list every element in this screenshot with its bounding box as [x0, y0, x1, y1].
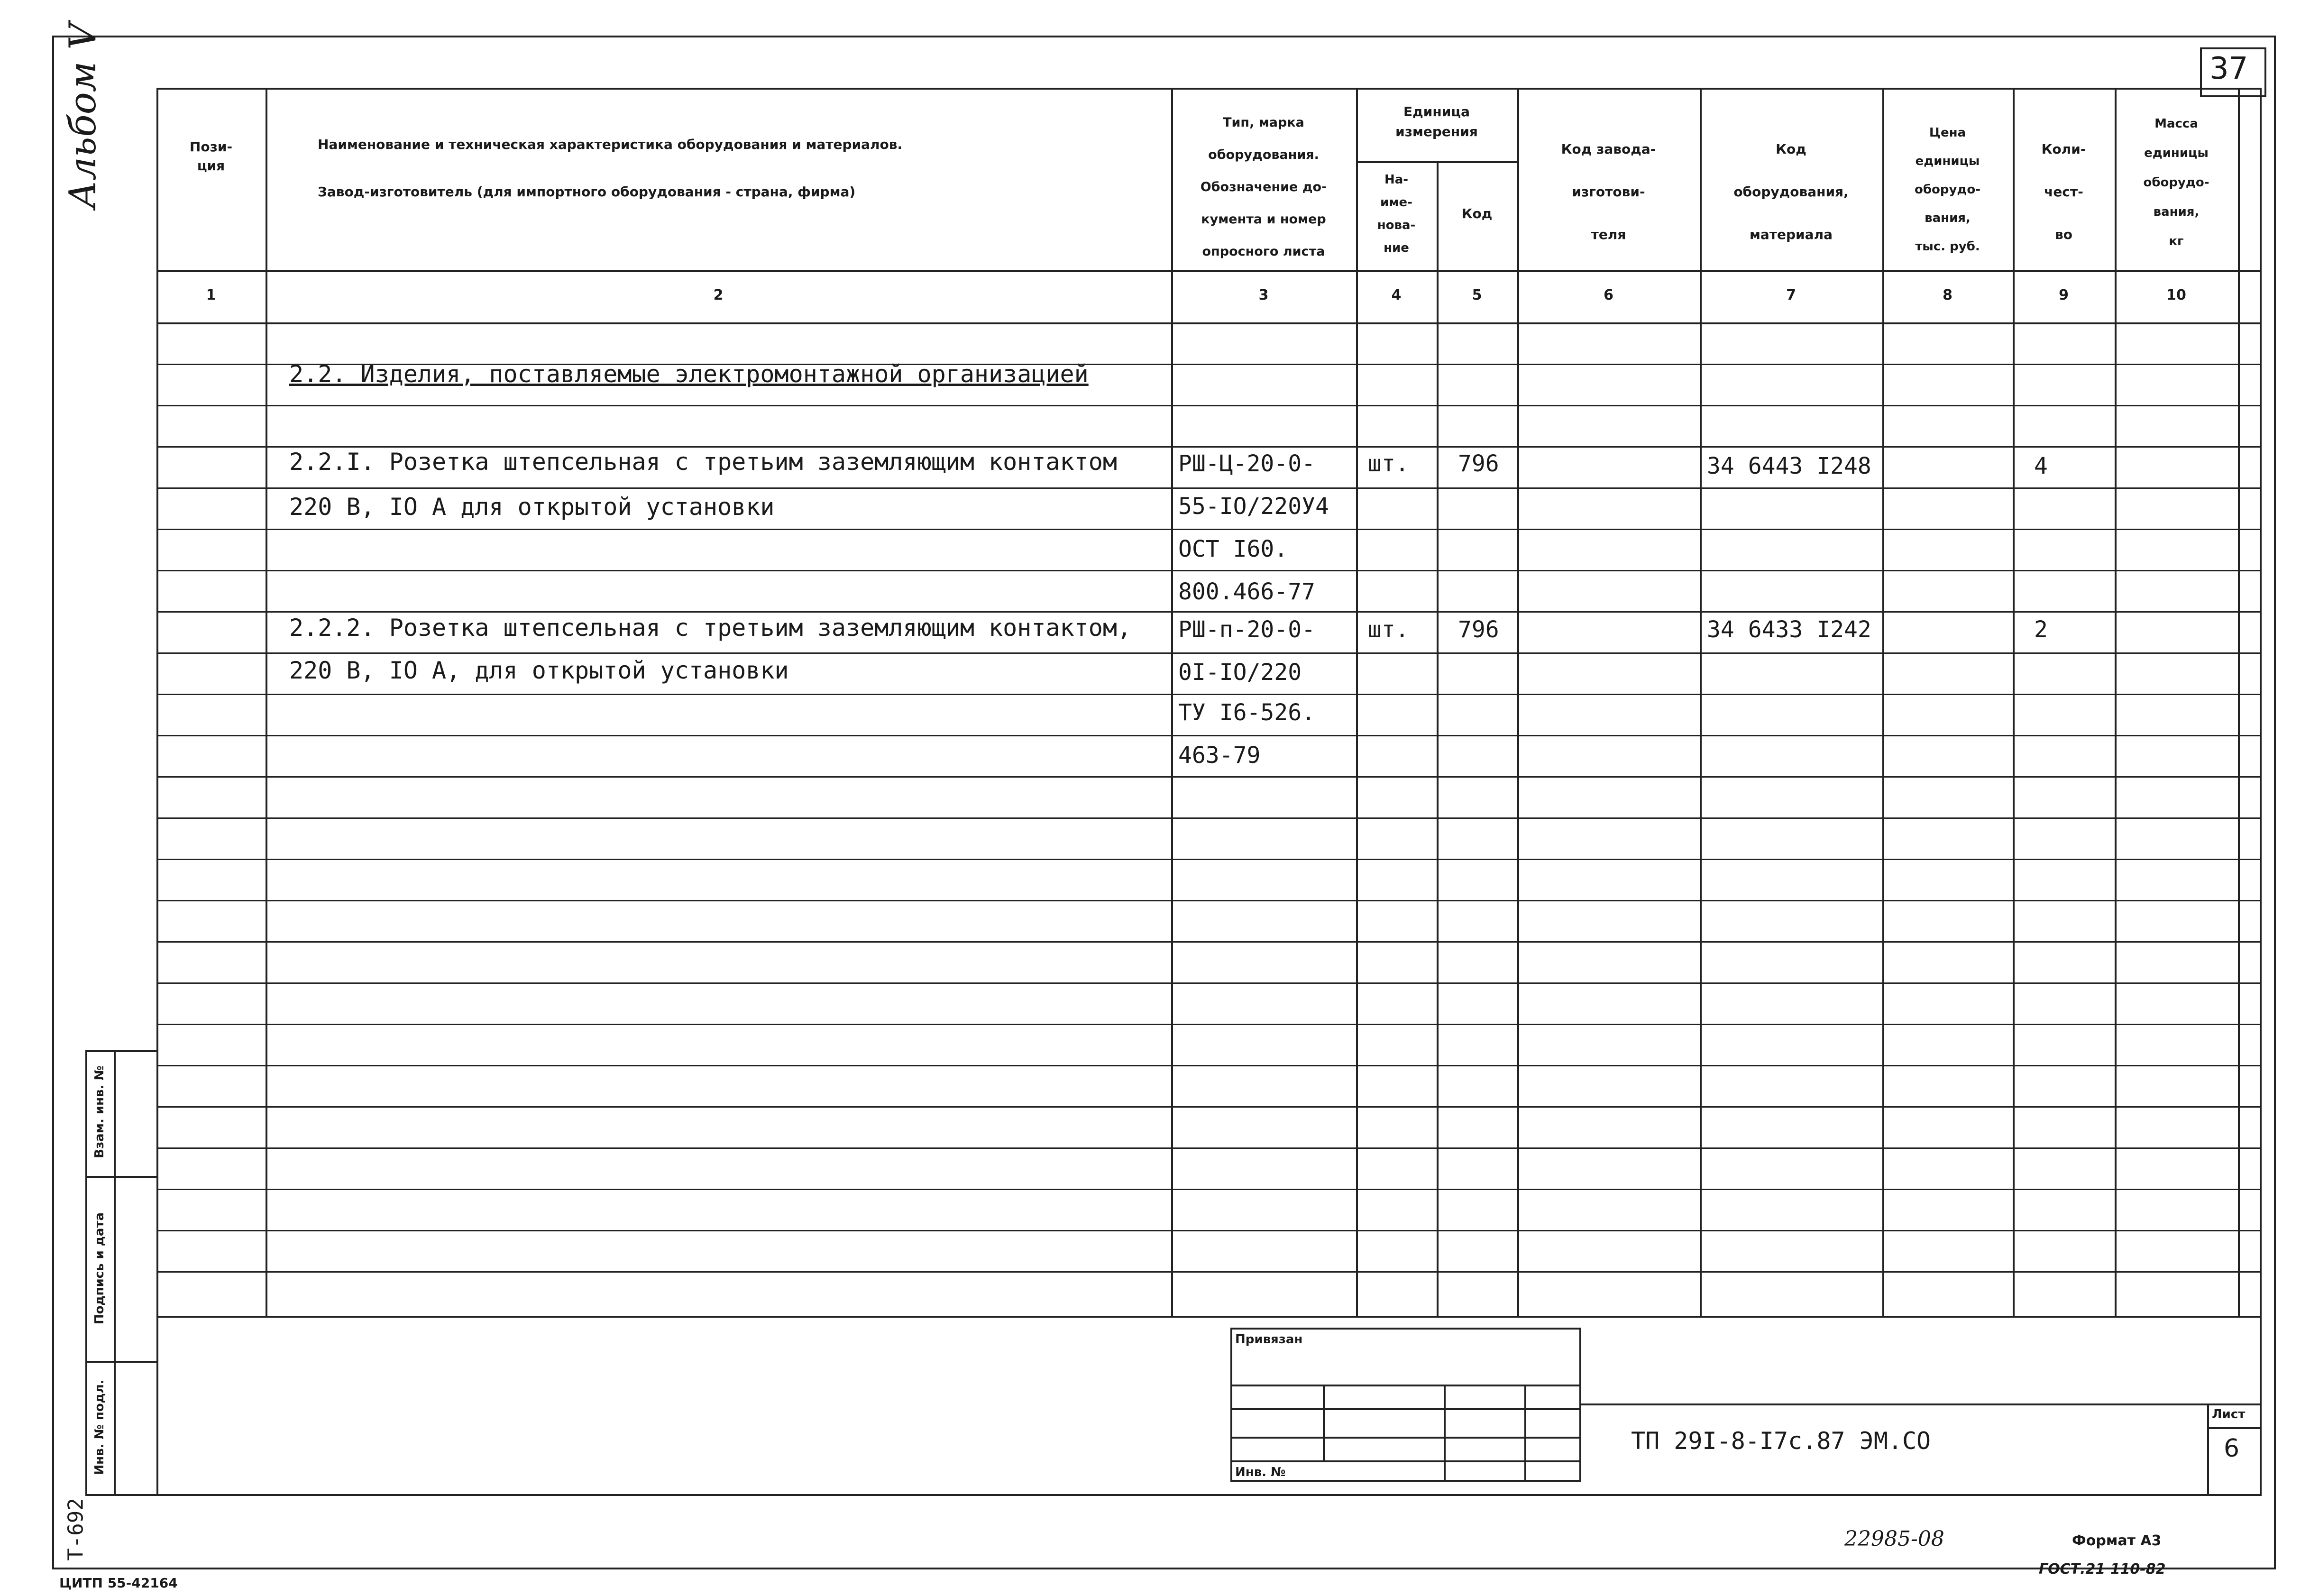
colnum-5: 5 — [1472, 287, 1482, 303]
item1-material-code: 34 6443 I248 — [1707, 453, 1871, 479]
section-title: 2.2. Изделия, поставляемые электромонтажной организацией — [289, 360, 1089, 388]
hdr-col3: Тип, марка оборудования. Обозначение до- кумента и номер опросного листа — [1200, 115, 1327, 259]
item2-name-line1: 2.2.2. Розетка штепсельная с третьим заземляющим контактом, — [289, 614, 1132, 642]
table-row-line — [156, 817, 2262, 819]
table-row-line — [156, 487, 2262, 489]
side-stamp-inv-podl: Инв. № подл. — [92, 1379, 107, 1475]
colnum-8: 8 — [1943, 287, 1952, 303]
vline-8 — [2013, 88, 2015, 1316]
table-row-line — [156, 446, 2262, 448]
table-row-line — [156, 570, 2262, 571]
hdr-col2: Наименование и техническая характеристика оборудования и материалов. Завод-изготовитель (для импортного оборудования - страна, фирма) — [318, 137, 903, 200]
priv-vline-1 — [1323, 1385, 1325, 1460]
vline-5 — [1517, 88, 1519, 1316]
colnum-3: 3 — [1258, 287, 1269, 303]
item2-material-code: 34 6433 I242 — [1707, 616, 1871, 643]
item1-type-line4: 800.466-77 — [1178, 578, 1315, 605]
item2-type-line2: 0I-IO/220 — [1178, 659, 1302, 686]
item2-type-line1: РШ-п-20-0- — [1178, 616, 1315, 643]
left-print-code: ЦИТП 55-42164 — [59, 1575, 178, 1591]
item1-unit-code: 796 — [1458, 450, 1499, 477]
table-row-line — [156, 941, 2262, 943]
corner-number: 37 — [2209, 51, 2248, 86]
list-number: 6 — [2224, 1434, 2240, 1463]
item1-type-line2: 55-IO/220У4 — [1178, 493, 1329, 520]
item2-quantity: 2 — [2034, 616, 2048, 643]
list-box-line — [2207, 1427, 2262, 1429]
colnum-6: 6 — [1604, 287, 1613, 303]
hdr-col10: Масса единицы оборудо- вания, кг — [2143, 117, 2209, 248]
table-row-line — [156, 1106, 2262, 1108]
item2-name-line2: 220 В, IO А, для открытой установки — [289, 657, 789, 684]
gost-label: ГОСТ.21 110-82 — [2039, 1561, 2166, 1578]
colnum-2: 2 — [713, 287, 724, 303]
hdr-col5: Код — [1461, 206, 1493, 221]
vline-7 — [1882, 88, 1884, 1316]
priv-line-3 — [1230, 1437, 1581, 1439]
colnum-7: 7 — [1786, 287, 1796, 303]
item1-quantity: 4 — [2034, 453, 2048, 479]
inv-no-label: Инв. № — [1235, 1465, 1286, 1479]
item2-unit: шт. — [1368, 616, 1409, 643]
item2-type-line4: 463-79 — [1178, 742, 1261, 769]
table-row-line — [156, 1065, 2262, 1066]
item1-type-line3: ОСТ I60. — [1178, 536, 1288, 562]
table-row-line — [156, 611, 2262, 613]
priv-vline-2 — [1444, 1385, 1446, 1482]
vline-1 — [266, 88, 267, 1316]
hdr-col6: Код завода- изготови- теля — [1561, 141, 1656, 242]
table-row-line — [156, 859, 2262, 860]
hdr-col1: Пози- ция — [189, 139, 233, 174]
table-bottom-line — [156, 1316, 2262, 1318]
item1-name-line2: 220 В, IO А для открытой установки — [289, 493, 775, 521]
list-label: Лист — [2212, 1407, 2246, 1422]
vline-10 — [2238, 88, 2240, 1316]
hdr-col7: Код оборудования, материала — [1733, 141, 1849, 242]
item1-name-line1: 2.2.I. Розетка штепсельная с третьим заземляющим контактом — [289, 448, 1117, 476]
format-label: Формат А3 — [2072, 1532, 2162, 1549]
vline-9 — [2115, 88, 2117, 1316]
table-row-line — [156, 776, 2262, 778]
table-row-line — [156, 529, 2262, 530]
table-row-line — [156, 694, 2262, 695]
item1-type-line1: РШ-Ц-20-0- — [1178, 450, 1315, 477]
hdr-col4: На- име- нова- ние — [1377, 173, 1416, 255]
hdr-unit-group: Единица измерения — [1395, 104, 1478, 139]
priv-line-1 — [1230, 1385, 1581, 1386]
table-row-line — [156, 1230, 2262, 1231]
table-row-line — [156, 1147, 2262, 1149]
side-stamp-podpis: Подпись и дата — [92, 1212, 107, 1325]
table-row-line — [156, 405, 2262, 406]
table-row-line — [156, 982, 2262, 984]
order-number: 22985-08 — [1844, 1527, 1944, 1551]
item1-unit: шт. — [1368, 450, 1409, 477]
priv-vline-3 — [1524, 1385, 1526, 1482]
vline-4 — [1437, 161, 1439, 1316]
colnum-bottom-line — [156, 322, 2262, 324]
left-vertical-code: Т-692 — [64, 1498, 88, 1561]
side-stamp-line-2 — [85, 1361, 158, 1363]
table-row-line — [156, 735, 2262, 736]
priv-line-2 — [1230, 1408, 1581, 1410]
album-label: Альбом V — [62, 23, 104, 209]
side-stamp-line-1 — [85, 1176, 158, 1178]
item2-unit-code: 796 — [1458, 616, 1499, 643]
colnum-10: 10 — [2166, 287, 2186, 303]
hdr-col9: Коли- чест- во — [2041, 141, 2086, 242]
side-stamp-vzam: Взам. инв. № — [92, 1065, 107, 1158]
privyazan-block — [1230, 1328, 1581, 1482]
item2-type-line3: ТУ I6-526. — [1178, 699, 1315, 726]
priv-line-4 — [1230, 1460, 1581, 1462]
colnum-4: 4 — [1391, 287, 1402, 303]
table-row-line — [156, 1189, 2262, 1190]
vline-6 — [1700, 88, 1702, 1316]
hdr-col8: Цена единицы оборудо- вания, тыс. руб. — [1914, 126, 1981, 254]
table-row-line — [156, 652, 2262, 654]
table-row-line — [156, 1024, 2262, 1025]
list-box-divider — [2207, 1403, 2209, 1496]
vline-3 — [1356, 88, 1358, 1316]
vline-2 — [1171, 88, 1173, 1316]
table-row-line — [156, 1271, 2262, 1273]
privyazan-label: Привязан — [1235, 1332, 1303, 1347]
doc-code: ТП 29I-8-I7с.87 ЭМ.СО — [1631, 1427, 1931, 1455]
colnum-1: 1 — [206, 287, 216, 303]
header-bottom-line — [156, 270, 2262, 272]
doc-code-top-line — [1581, 1403, 2262, 1405]
side-stamp-divider — [114, 1050, 116, 1496]
table-row-line — [156, 900, 2262, 901]
colnum-9: 9 — [2059, 287, 2069, 303]
